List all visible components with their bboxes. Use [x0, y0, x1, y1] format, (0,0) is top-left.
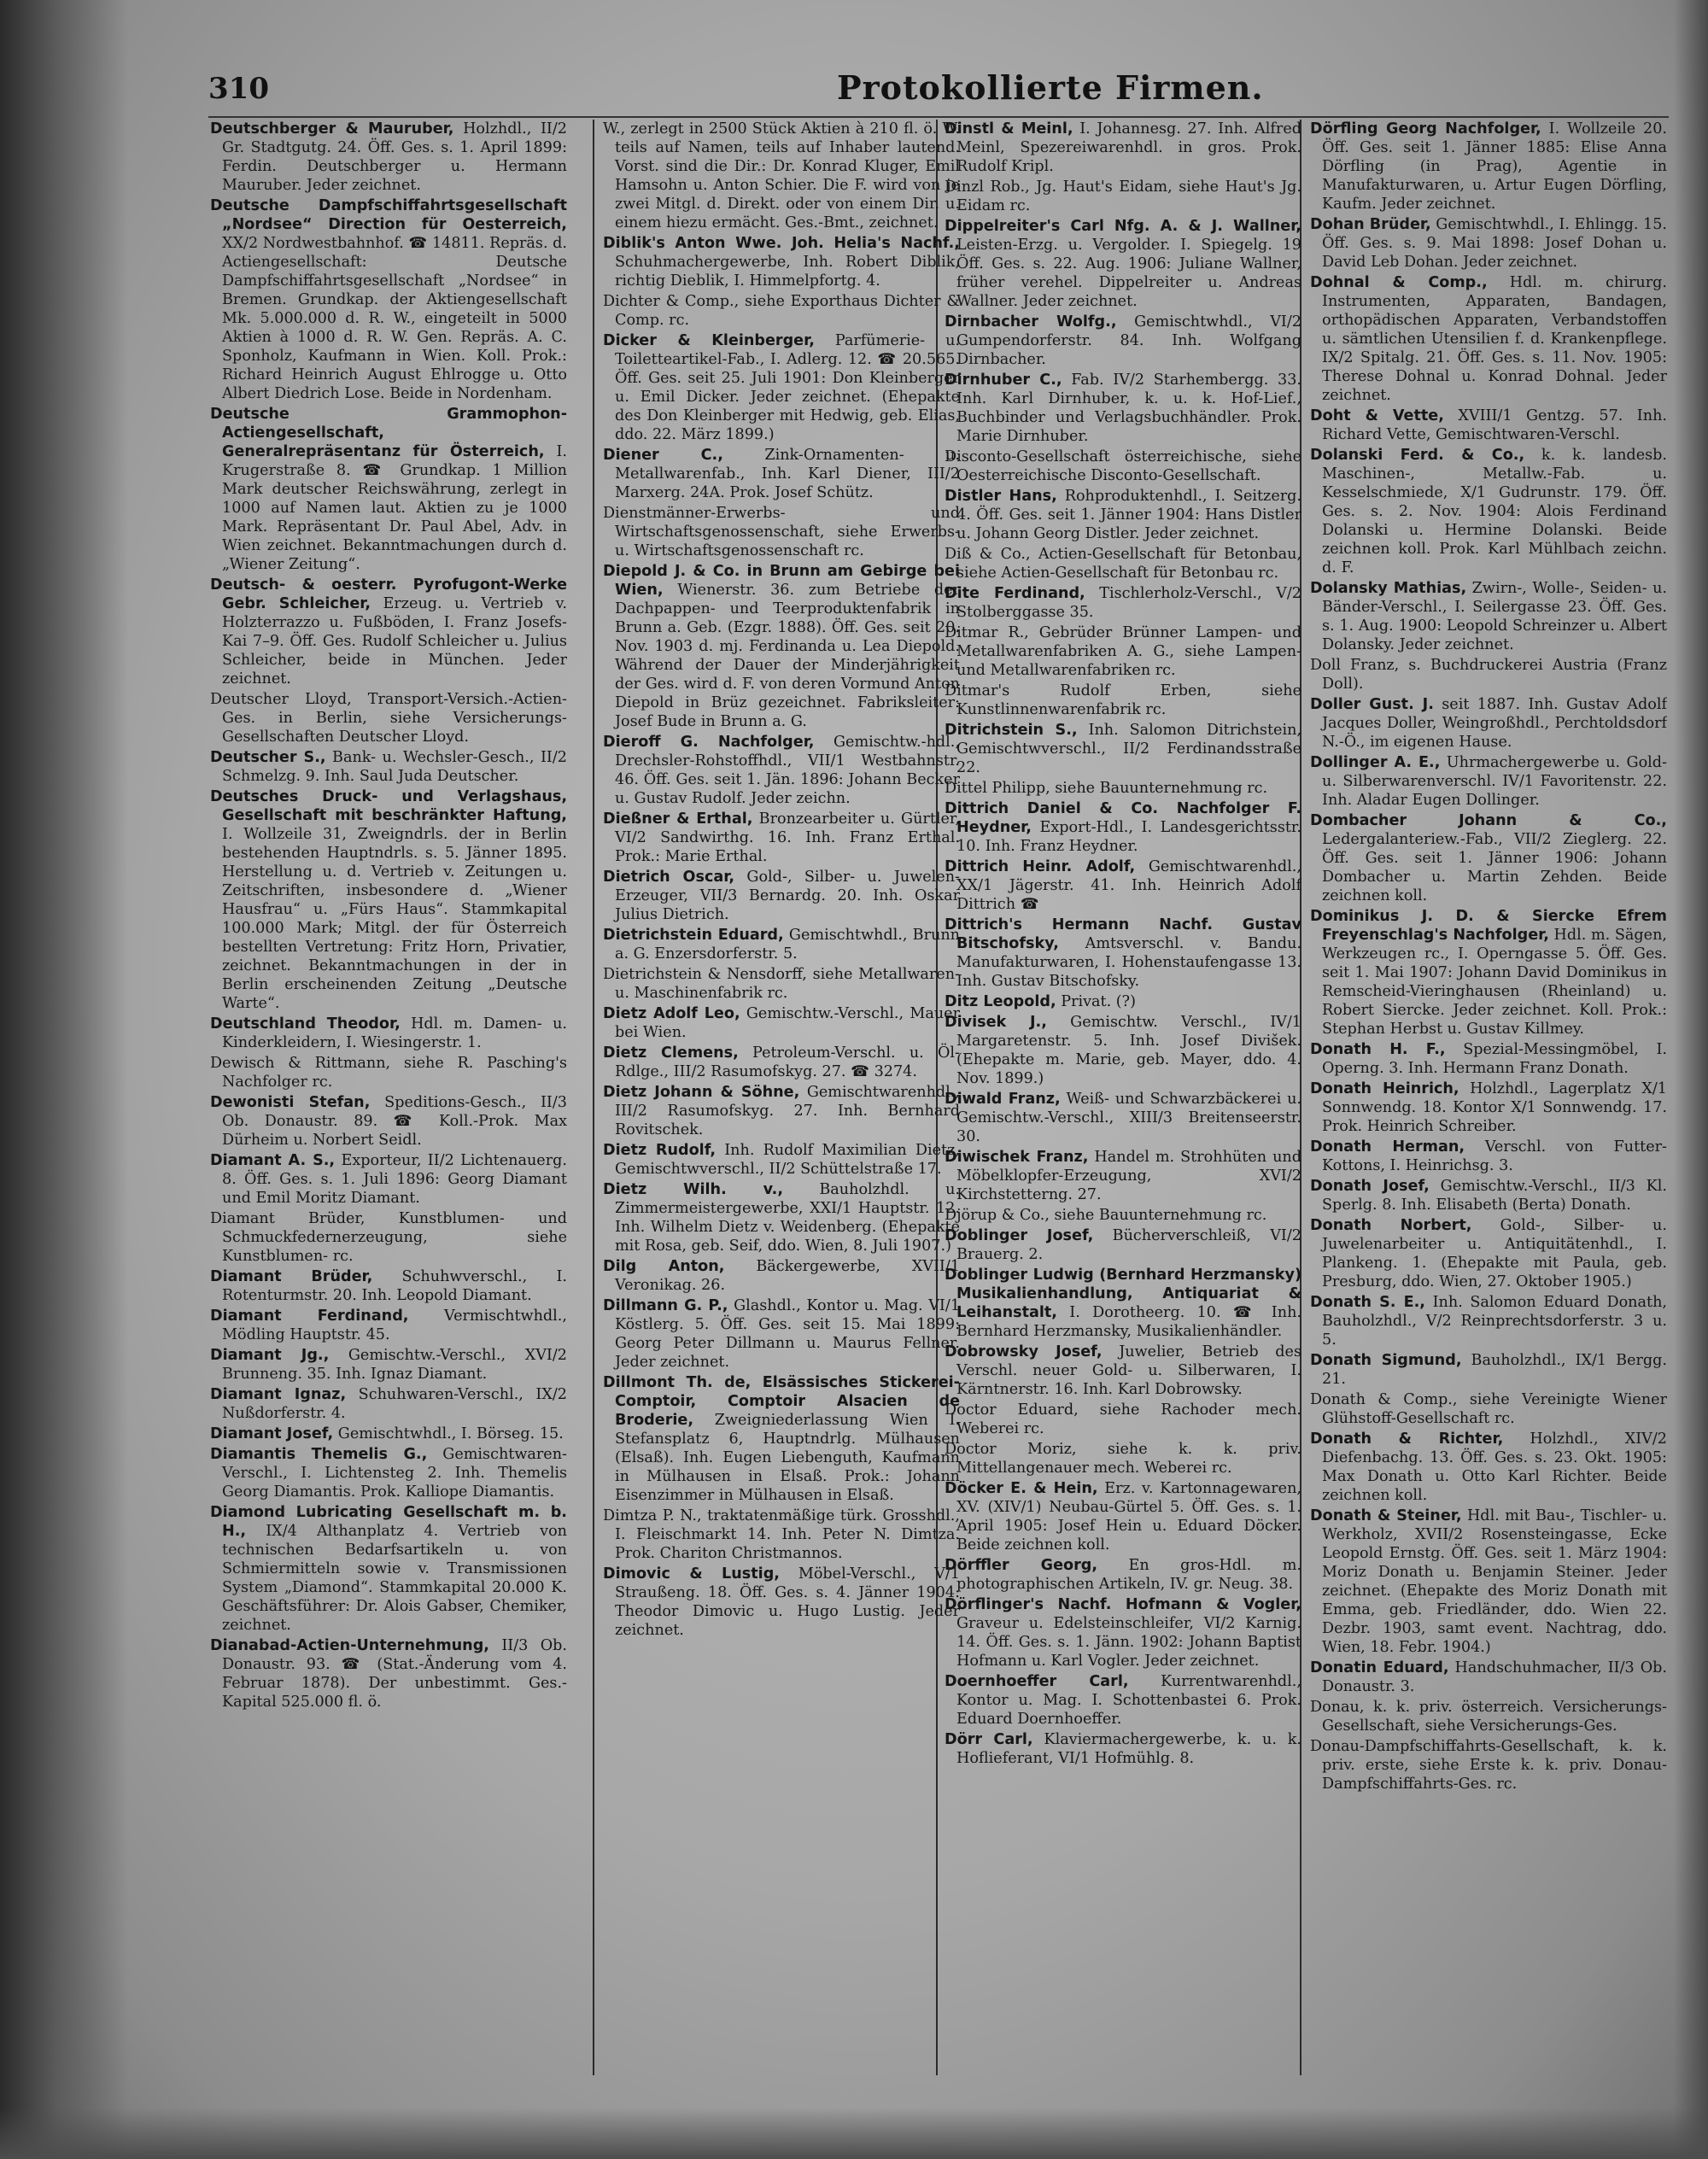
directory-entry — [1310, 1698, 1667, 1735]
entry-text: Graveur u. Edelsteinschleifer, VI/2 Karnig. 14. Öff. Ges. s. 1. Jänn. 1902: Johann Baptist Hofmann u. Karl Vogler. Jeder zeichnet. — [956, 1615, 1301, 1670]
directory-entry — [945, 1401, 1301, 1438]
entry-text: Deutscher Lloyd, Transport-Versich.-Actien-Ges. in Berlin, siehe Versicherungs-Gesellschaften Deutscher Lloyd. — [210, 691, 567, 746]
directory-entry — [210, 1267, 567, 1305]
entry-text: Gemischtwaren-Verschl., I. Lichtensteg 2. Inh. Themelis Georg Diamantis. Prok. Kalliope Diamantis. — [222, 1446, 567, 1501]
entry-text: Gemischtwhdl., I. Ehlingg. 15. Öff. Ges. s. 9. Mai 1898: Josef Dohan u. David Leb Dohan. Jeder zeichnet. — [1322, 216, 1667, 271]
entry-text: Kurrentwarenhdl., Kontor u. Mag. I. Schottenbastei 6. Prok. Eduard Doernhoeffer. — [956, 1673, 1301, 1728]
firm-name: Dominikus J. D. & Siercke Efrem Freyenschlag's Nachfolger, — [1310, 908, 1667, 944]
entry-text: Parfümerie- u. Toiletteartikel-Fab., I. Adlerg. 12. ☎ 20.565. Öff. Ges. seit 25. Juli 1901: Don Kleinberger u. Emil Dicker. Jeder zeichnet. (Ehepakte des Don Kleinberger mit Hedwig, geb. Elias, ddo. 22. März 1899.) — [615, 332, 960, 443]
directory-entry — [1310, 1351, 1667, 1389]
directory-entry — [945, 217, 1301, 311]
directory-entry — [603, 292, 960, 330]
entry-text: IX/4 Althanplatz 4. Vertrieb von technischen Bedarfsartikeln u. von Schmiermitteln sowie v. Transmissionen System „Diamond“. Stammkapital 20.000 K. Geschäftsführer: Dr. Alois Gabser, Chemiker, zeichnet. — [222, 1523, 567, 1634]
entry-text: Zwirn-, Wolle-, Seiden- u. Bänder-Verschl., I. Seilergasse 23. Öff. Ges. s. 1. Aug. 1900: Leopold Schreinzer u. Albert Dolansky. Jeder zeichnet. — [1322, 580, 1667, 653]
firm-name: Dewonisti Stefan, — [210, 1094, 371, 1111]
directory-entry — [945, 1266, 1301, 1341]
entry-text: Dittel Philipp, siehe Bauunternehmung rc. — [945, 780, 1268, 797]
edge-shadow-right — [1674, 0, 1708, 2159]
entry-text: Gold-, Silber- u. Juwelen-Erzeuger, VII/3 Bernardg. 20. Inh. Oskar Julius Dietrich. — [615, 869, 960, 923]
firm-name: Donath & Richter, — [1310, 1431, 1504, 1448]
entry-text: Dienstmänner-Erwerbs- und Wirtschaftsgenossenschaft, siehe Erwerbs- u. Wirtschaftsgenossenschaft rc. — [603, 505, 960, 559]
firm-name: Dippelreiter's Carl Nfg. A. & J. Wallner, — [945, 218, 1301, 235]
directory-entry — [1310, 1430, 1667, 1505]
directory-entry — [210, 1445, 567, 1501]
firm-name: Dietz Adolf Leo, — [603, 1005, 740, 1022]
firm-name: Dirnbacher Wolfg., — [945, 313, 1117, 331]
firm-name: Donath Herman, — [1310, 1138, 1465, 1156]
directory-entry — [1310, 1390, 1667, 1428]
directory-entry — [945, 1479, 1301, 1554]
directory-entry — [1310, 1177, 1667, 1214]
entry-text: I. Dorotheerg. 10. ☎ Inh. Bernhard Herzmansky, Musikalienhändler. — [956, 1304, 1301, 1340]
firm-name: Doblinger Ludwig (Bernhard Herzmansky) Musikalienhandlung, Antiquariat & Leihanstalt, — [945, 1267, 1301, 1321]
firm-name: Dietz Rudolf, — [603, 1142, 717, 1159]
firm-name: Diamant Ferdinand, — [210, 1308, 409, 1325]
entry-text: Dewisch & Rittmann, siehe R. Pasching's Nachfolger rc. — [210, 1055, 567, 1091]
directory-entry — [210, 1209, 567, 1266]
entry-text: Schuhwverschl., I. Rotenturmstr. 20. Inh. Leopold Diamant. — [222, 1268, 567, 1304]
directory-entry — [945, 1556, 1301, 1594]
directory-entry — [945, 992, 1301, 1011]
firm-name: Dietz Wilh. v., — [603, 1181, 784, 1198]
entry-text: Donau-Dampfschiffahrts-Gesellschaft, k. k. priv. erste, siehe Erste k. k. priv. Donau-Dampfschiffahrts-Ges. rc. — [1310, 1738, 1667, 1793]
entry-text: Bank- u. Wechsler-Gesch., II/2 Schmelzg. 9. Inh. Saul Juda Deutscher. — [222, 749, 567, 785]
directory-entry — [603, 120, 960, 232]
page-header — [0, 67, 1708, 118]
directory-entry — [945, 799, 1301, 856]
directory-entry — [210, 1636, 567, 1711]
entry-text: Dietrichstein & Nensdorff, siehe Metallwaren- u. Maschinenfabrik rc. — [603, 966, 960, 1002]
entry-text: Verschl. von Futter-Kottons, I. Heinrichsg. 3. — [1322, 1138, 1667, 1174]
entry-text: Vermischtwhdl., Mödling Hauptstr. 45. — [222, 1308, 567, 1343]
directory-entry — [945, 857, 1301, 914]
entry-text: Bauholzhdl., IX/1 Bergg. 21. — [1322, 1352, 1667, 1388]
directory-entry — [210, 1093, 567, 1150]
entry-text: Doctor Moriz, siehe k. k. priv. Mittellangenauer mech. Weberei rc. — [945, 1441, 1301, 1477]
firm-name: Diwischek Franz, — [945, 1149, 1089, 1166]
entry-text: Juwelier, Betrieb des Verschl. neuer Gold- u. Silberwaren, I. Kärntnerstr. 16. Inh. Karl Dobrowsky. — [956, 1343, 1301, 1398]
directory-entry — [210, 405, 567, 574]
entry-text: Zink-Ornamenten- u. Metallwarenfab., Inh. Karl Diener, III/2 Marxerg. 24A. Prok. Josef Schütz. — [615, 447, 960, 501]
entry-text: Hdl. m. Damen- u. Kinderkleidern, I. Wiesingerstr. 1. — [222, 1015, 567, 1051]
directory-entry — [945, 1343, 1301, 1399]
entry-text: k. k. landesb. Maschinen-, Metallw.-Fab. u. Kesselschmiede, X/1 Gudrunstr. 179. Öff. Ges. s. 2. Nov. 1904: Alois Ferdinand Dolanski u. Hermine Dolanski. Beide zeichnen koll. Prok. Karl Mühlbach zeichn. d. F. — [1322, 447, 1667, 576]
entry-text: Tischlerholz-Verschl., V/2 Stolberggasse 35. — [956, 585, 1301, 621]
directory-entry — [210, 1503, 567, 1635]
entry-text: Gemischtw. Verschl., IV/1 Margaretenstr. 5. Inh. Josef Divišek. (Ehepakte m. Marie, geb. Mayer, ddo. 4. Nov. 1899.) — [956, 1014, 1301, 1087]
entry-text: Djörup & Co., siehe Bauunternehmung rc. — [945, 1207, 1267, 1224]
firm-name: Dittrich Heinr. Adolf, — [945, 858, 1136, 875]
entry-text: En gros-Hdl. m. photographischen Artikeln, IV. gr. Neug. 38. — [956, 1557, 1301, 1593]
directory-entry — [1310, 811, 1667, 905]
entry-text: Gemischtwhdl., Brunn a. G. Enzersdorferstr. 5. — [615, 927, 960, 962]
firm-name: Diblik's Anton Wwe. Joh. Helia's Nachf., — [603, 235, 960, 252]
directory-entry — [1310, 579, 1667, 654]
firm-name: Distler Hans, — [945, 488, 1057, 505]
directory-entry — [1310, 273, 1667, 405]
directory-entry — [945, 545, 1301, 582]
firm-name: Deutschberger & Mauruber, — [210, 120, 454, 137]
entry-text: Doctor Eduard, siehe Rachoder mech. Weberei rc. — [945, 1401, 1301, 1437]
directory-entry — [945, 120, 1301, 176]
firm-name: Dillmont Th. de, Elsässisches Stickerei-Comptoir, Comptoir Alsacien de Broderie, — [603, 1374, 960, 1429]
entry-text: I. Krugerstraße 8. ☎ Grundkap. 1 Million Mark deutscher Reichswährung, zerlegt in 1000 auf Namen laut. Aktien zu je 1000 Mark. Repräsentant Dr. Paul Abel, Adv. in Wien zeichnet. Bekanntmachungen durch d. „Wiener Zeitung“. — [222, 443, 567, 573]
directory-entry — [603, 504, 960, 560]
entry-text: Glashdl., Kontor u. Mag. VI/1 Köstlerg. 5. Öff. Ges. seit 15. Mai 1899: Georg Peter Dillmann u. Maurus Fellner. Jeder zeichnet. — [615, 1297, 960, 1371]
firm-name: Dollinger A. E., — [1310, 754, 1441, 771]
entry-text: Petroleum-Verschl. u. Öl-Rdlge., III/2 Rasumofskyg. 27. ☎ 3274. — [615, 1044, 960, 1080]
directory-entry — [945, 1013, 1301, 1088]
directory-entry — [210, 690, 567, 746]
firm-name: Donath H. F., — [1310, 1041, 1446, 1058]
firm-name: Dittrich Daniel & Co. Nachfolger F. Heydner, — [945, 800, 1301, 836]
entry-text: Gemischtw.-hdl., Drechsler-Rohstoffhdl., VII/1 Westbahnstr. 46. Öff. Ges. seit 1. Jän. 1896: Johann Becker u. Gustav Rudolf. Jeder zeichn. — [615, 734, 960, 807]
directory-entry — [945, 1206, 1301, 1225]
directory-entry — [945, 1672, 1301, 1729]
firm-name: Dolanski Ferd. & Co., — [1310, 447, 1525, 464]
directory-entry — [945, 623, 1301, 680]
directory-entry — [210, 120, 567, 195]
directory-entry — [945, 371, 1301, 446]
entry-text: Amtsverschl. v. Bandu. Manufakturwaren, I. Hohenstaufengasse 13. Inh. Gustav Bitschofsky. — [956, 935, 1301, 990]
directory-entry — [210, 1385, 567, 1423]
firm-name: Diamant Josef, — [210, 1425, 334, 1442]
entry-text: Hdl. mit Bau-, Tischler- u. Werkholz, XVII/2 Rosensteingasse, Ecke Leopold Ernstg. Öff. Ges. seit 1. März 1904: Moriz Donath u. Benjamin Steiner. Jeder zeichnet. (Ehepakte des Moriz Donath mit Emma, geb. Friedländer, ddo. Wien 22. Dezbr. 1903, samt event. Nachtrag, ddo. Wien, 18. Febr. 1904.) — [1322, 1507, 1667, 1656]
directory-entry — [945, 916, 1301, 991]
directory-entry — [1310, 753, 1667, 810]
firm-name: Deutsche Dampfschiffahrtsgesellschaft „Nordsee“ Direction für Oesterreich, — [210, 197, 567, 233]
entry-text: Inh. Salomon Ditrichstein, Gemischtwverschl., II/2 Ferdinandsstraße 22. — [956, 722, 1301, 776]
entry-text: Hdl. m. chirurg. Instrumenten, Apparaten, Bandagen, orthopädischen Apparaten, Verbandstoffen u. sämtlichen Utensilien f. d. Krankenpflege. IX/2 Spitalg. 21. Öff. Ges. s. 11. Nov. 1905: Therese Dohnal u. Konrad Dohnal. Jeder zeichnet. — [1322, 274, 1667, 404]
firm-name: Dittrich's Hermann Nachf. Gustav Bitschofsky, — [945, 916, 1301, 952]
entry-text: Bäckergewerbe, XVII/1 Veronikag. 26. — [615, 1258, 960, 1294]
entry-text: Spezial-Messingmöbel, I. Operng. 3. Inh. Hermann Franz Donath. — [1322, 1041, 1667, 1077]
firm-name: Dilg Anton, — [603, 1258, 725, 1275]
entry-text: Wienerstr. 36. zum Betriebe der Dachpappen- und Teerproduktenfabrik in Brunn a. Geb. (Ezgr. 1888). Öff. Ges. seit 20. Nov. 1903 d. mj. Ferdinanda u. Lea Diepold. Während der Dauer der Minderjährigkeit der Ges. wird d. F. von deren Vormund Anton Diepold in Brüz gezeichnet. Fabriksleiter: Josef Bude in Brunn a. G. — [615, 582, 960, 730]
entry-text: Bücherverschleiß, VI/2 Brauerg. 2. — [956, 1227, 1301, 1263]
firm-name: Dietrich Oscar, — [603, 869, 735, 886]
directory-entry — [945, 682, 1301, 719]
firm-name: Diener C., — [603, 447, 723, 464]
directory-entry — [1310, 1293, 1667, 1349]
page-number: 310 — [208, 72, 269, 106]
entry-text: Klaviermachergewerbe, k. u. k. Hoflieferant, VI/1 Hofmühlg. 8. — [956, 1731, 1301, 1767]
entry-text: XVIII/1 Gentzg. 57. Inh. Richard Vette, Gemischtwaren-Verschl. — [1322, 407, 1667, 443]
firm-name: Dörr Carl, — [945, 1731, 1033, 1748]
directory-entry — [945, 1730, 1301, 1768]
firm-name: Donath Sigmund, — [1310, 1352, 1462, 1369]
directory-entry — [1310, 407, 1667, 444]
entry-text: seit 1887. Inh. Gustav Adolf Jacques Doller, Weingroßhdl., Perchtoldsdorf N.-Ö., im eigenen Hause. — [1322, 696, 1667, 751]
directory-entry — [603, 733, 960, 808]
entry-text: I. Wollzeile 20. Öff. Ges. seit 1. Jänner 1885: Elise Anna Dörfling (in Prag), Agentie in Manufakturwaren, u. Artur Eugen Dörfling, Kaufm. Jeder zeichnet. — [1322, 120, 1667, 213]
entry-text: Gemischtw.-Verschl., XVI/2 Brunneng. 35. Inh. Ignaz Diamant. — [222, 1347, 567, 1383]
firm-name: Deutsch- & oesterr. Pyrofugont-Werke Gebr. Schleicher, — [210, 576, 567, 612]
entry-text: Weiß- und Schwarzbäckerei u. Gemischtw.-Verschl., XIII/3 Breitenseerstr. 30. — [956, 1091, 1301, 1145]
entry-text: Uhrmachergewerbe u. Gold- u. Silberwarenverschl. IV/1 Favoritenstr. 22. Inh. Aladar Eugen Dollinger. — [1322, 754, 1667, 809]
firm-name: Dicker & Kleinberger, — [603, 332, 815, 349]
firm-name: Dirnhuber C., — [945, 372, 1062, 389]
edge-shadow-bottom — [0, 2108, 1708, 2159]
firm-name: Diamant Ignaz, — [210, 1386, 347, 1403]
column-2 — [603, 120, 960, 2084]
directory-entry — [603, 868, 960, 924]
firm-name: Donath Josef, — [1310, 1178, 1430, 1195]
firm-name: Donath Heinrich, — [1310, 1080, 1459, 1097]
firm-name: Dießner & Erthal, — [603, 810, 753, 828]
directory-entry — [210, 1346, 567, 1384]
entry-text: Erzeug. u. Vertrieb v. Holzterrazzo u. Fußböden, I. Franz Josefs-Kai 7–9. Öff. Ges. Rudolf Schleicher u. Julius Schleicher, beide in München. Jeder zeichnet. — [222, 595, 567, 687]
directory-entry — [945, 1595, 1301, 1670]
entry-text: Dinzl Rob., Jg. Haut's Eidam, siehe Haut's Jg. Eidam rc. — [945, 178, 1301, 214]
firm-name: Dietz Johann & Söhne, — [603, 1084, 800, 1101]
directory-entry — [945, 721, 1301, 777]
directory-entry — [1310, 120, 1667, 214]
firm-name: Dietz Clemens, — [603, 1044, 739, 1062]
firm-name: Dörfling Georg Nachfolger, — [1310, 120, 1541, 137]
directory-entry — [603, 331, 960, 444]
entry-text: Gemischtwhdl., I. Börseg. 15. — [333, 1425, 564, 1442]
directory-entry — [945, 448, 1301, 485]
firm-name: Dillmann G. P., — [603, 1297, 728, 1314]
entry-text: W., zerlegt in 2500 Stück Aktien à 210 fl. ö. W. teils auf Namen, teils auf Inhaber lautend. Vorst. sind die Dir.: Dr. Konrad Kluger, Emil Hamsohn u. Anton Schier. Die F. wird von je zwei Mitgl. d. Direkt. oder von einem Dir. u. einem hiezu ermächt. Ges.-Bmt., zeichnet. — [603, 120, 960, 231]
entry-text: Holzhdl., XIV/2 Diefenbachg. 13. Öff. Ges. s. 23. Okt. 1905: Max Donath u. Otto Karl Richter. Beide zeichnen koll. — [1322, 1431, 1667, 1504]
directory-entry — [945, 1148, 1301, 1204]
firm-name: Dinstl & Meinl, — [945, 120, 1073, 137]
directory-entry — [1310, 1659, 1667, 1696]
firm-name: Diamant Jg., — [210, 1347, 330, 1364]
directory-entry — [210, 1425, 567, 1443]
directory-entry — [603, 1296, 960, 1372]
binding-shadow — [0, 0, 128, 2159]
entry-text: Leisten-Erzg. u. Vergolder. I. Spiegelg. 19 Öff. Ges. s. 22. Aug. 1906: Juliane Wallner, früher verehel. Dippelreiter u. Andreas Wallner. Jeder zeichnet. — [956, 237, 1301, 310]
directory-entry — [1310, 215, 1667, 272]
firm-name: Ditz Leopold, — [945, 993, 1056, 1010]
directory-entry — [603, 1083, 960, 1139]
directory-entry — [945, 178, 1301, 215]
entry-text: Holzhdl., II/2 Gr. Stadtgutg. 24. Öff. Ges. s. 1. April 1899: Ferdin. Deutschberger u. Hermann Mauruber. Jeder zeichnet. — [222, 120, 567, 194]
firm-name: Donath & Steiner, — [1310, 1507, 1462, 1524]
firm-name: Dianabad-Actien-Unternehmung, — [210, 1637, 489, 1654]
entry-text: Donau, k. k. priv. österreich. Versicherungs-Gesellschaft, siehe Versicherungs-Ges. — [1310, 1699, 1667, 1735]
directory-entry — [603, 1257, 960, 1295]
firm-name: Döcker E. & Hein, — [945, 1480, 1098, 1497]
directory-entry — [603, 234, 960, 290]
entry-text: Gemischtw.-Verschl., II/3 Kl. Sperlg. 8. Inh. Elisabeth (Berta) Donath. — [1322, 1178, 1667, 1214]
directory-entry — [945, 584, 1301, 622]
entry-text: Gold-, Silber- u. Juwelenarbeiter u. Antiquitätenhdl., I. Plankeng. 1. (Ehepakte mit Paula, geb. Presburg, ddo. Wien, 27. Oktober 1905.) — [1322, 1217, 1667, 1290]
firm-name: Doblinger Josef, — [945, 1227, 1094, 1244]
firm-name: Ditrichstein S., — [945, 722, 1078, 739]
directory-entry — [603, 1373, 960, 1505]
firm-name: Doller Gust. J. — [1310, 696, 1434, 713]
firm-name: Dite Ferdinand, — [945, 585, 1085, 602]
column-1 — [210, 120, 567, 2084]
directory-entry — [945, 487, 1301, 543]
entry-text: Handschuhmacher, II/3 Ob. Donaustr. 3. — [1322, 1659, 1667, 1695]
directory-entry — [1310, 1138, 1667, 1175]
column-4 — [1310, 120, 1667, 2084]
entry-text: Handel m. Strohhüten und Möbelklopfer-Erzeugung, XVI/2 Kirchstetterng. 27. — [956, 1149, 1301, 1203]
entry-text: Exporteur, II/2 Lichtenauerg. 8. Öff. Ges. s. 1. Juli 1896: Georg Diamant und Emil Moritz Diamant. — [222, 1152, 567, 1207]
firm-name: Deutscher S., — [210, 749, 326, 766]
entry-text: Dimtza P. N., traktatenmäßige türk. Grosshdl., I. Fleischmarkt 14. Inh. Peter N. Dimtza. Prok. Chariton Christmannos. — [603, 1507, 960, 1562]
entry-text: Zweigniederlassung Wien I. Stefansplatz 6, Hauptndrlg. Mülhausen (Elsaß). Inh. Eugen Liebenguth, Kaufmann in Mülhausen in Elsaß. Prok.: Johann Eisenzimmer in Mülhausen in Elsaß. — [615, 1412, 960, 1504]
firm-name: Diamant Brüder, — [210, 1268, 373, 1285]
directory-entry — [945, 1090, 1301, 1146]
entry-text: Export-Hdl., I. Landesgerichtsstr. 10. Inh. Franz Heydner. — [956, 819, 1301, 855]
firm-name: Doht & Vette, — [1310, 407, 1444, 424]
entry-text: Speditions-Gesch., II/3 Ob. Donaustr. 89. ☎ Koll.-Prok. Max Dürheim u. Norbert Seidl. — [222, 1094, 567, 1149]
entry-text: Bronzearbeiter u. Gürtler, VI/2 Sandwirthg. 16. Inh. Franz Erthal. Prok.: Marie Erthal. — [615, 810, 960, 865]
directory-entry — [945, 779, 1301, 798]
page-title: Protokollierte Firmen. — [837, 68, 1264, 107]
firm-name: Dohnal & Comp., — [1310, 274, 1488, 291]
entry-text: Möbel-Verschl., V/1 Straußeng. 18. Öff. Ges. s. 4. Jänner 1904: Theodor Dimovic u. Hugo Lustig. Jeder zeichnet. — [615, 1565, 960, 1639]
entry-text: Rohproduktenhdl., I. Seitzerg. 4. Öff. Ges. seit 1. Jänner 1904: Hans Distler u. Johann Georg Distler. Jeder zeichnet. — [956, 488, 1301, 542]
firm-name: Deutschland Theodor, — [210, 1015, 401, 1033]
directory-entry — [1310, 695, 1667, 752]
entry-text: I. Johannesg. 27. Inh. Alfred Meinl, Spezereiwarenhdl. in gros. Prok. Rudolf Kripl. — [956, 120, 1301, 175]
entry-text: Ditmar R., Gebrüder Brünner Lampen- und Metallwarenfabriken A. G., siehe Lampen- und Metallwarenfabriken rc. — [945, 624, 1301, 679]
entry-text: Gemischtwhdl., VI/2 Gumpendorferstr. 84. Inh. Wolfgang Dirnbacher. — [956, 313, 1301, 368]
entry-text: Dichter & Comp., siehe Exporthaus Dichter & Comp. rc. — [603, 293, 960, 329]
directory-entry — [210, 196, 567, 403]
directory-entry — [1310, 1507, 1667, 1657]
entry-text: XX/2 Nordwestbahnhof. ☎ 14811. Repräs. d. Actiengesellschaft: Deutsche Dampfschiffahrtsgesellschaft „Nordsee“ in Bremen. Grundkap. der Aktiengesellschaft Mk. 5.000.000 d. R. W., eingeteilt in 5000 Aktien à 1000 d. R. W. Gen. Repräs. A. C. Sponholz, Kaufmann in Wien. Koll. Prok.: Richard Heinrich August Ehlrogge u. Otto Albert Diedrich Lose. Beide in Nordenham. — [222, 235, 567, 402]
directory-entry — [603, 965, 960, 1003]
directory-entry — [1310, 1737, 1667, 1793]
firm-name: Donatin Eduard, — [1310, 1659, 1449, 1676]
directory-entry — [1310, 1216, 1667, 1291]
firm-name: Divisek J., — [945, 1014, 1047, 1031]
directory-entry — [210, 1151, 567, 1208]
entry-text: Disconto-Gesellschaft österreichische, siehe Oesterreichische Disconto-Gesellschaft. — [945, 448, 1301, 484]
directory-entry — [603, 810, 960, 866]
directory-entry — [1310, 446, 1667, 577]
firm-name: Dombacher Johann & Co., — [1310, 812, 1667, 829]
directory-entry — [1310, 656, 1667, 693]
firm-name: Deutsche Grammophon-Actiengesellschaft, Generalrepräsentanz für Österreich, — [210, 406, 567, 460]
firm-name: Dörffler Georg, — [945, 1557, 1098, 1574]
directory-entry — [603, 446, 960, 502]
entry-text: Erz. v. Kartonnagewaren, XV. (XIV/1) Neubau-Gürtel 5. Öff. Ges. s. 1. April 1905: Josef Hein u. Eduard Döcker. Beide zeichnen koll. — [956, 1480, 1301, 1553]
firm-name: Dörflinger's Nachf. Hofmann & Vogler, — [945, 1596, 1301, 1613]
entry-text: Holzhdl., Lagerplatz X/1 Sonnwendg. 18. Kontor X/1 Sonnwendg. 17. Prok. Heinrich Schreiber. — [1322, 1080, 1667, 1135]
firm-name: Dolansky Mathias, — [1310, 580, 1467, 597]
directory-entry — [603, 1044, 960, 1081]
firm-name: Deutsches Druck- und Verlagshaus, Gesellschaft mit beschränkter Haftung, — [210, 788, 567, 824]
directory-entry — [210, 1015, 567, 1052]
entry-text: Schuhwaren-Verschl., IX/2 Nußdorferstr. 4. — [222, 1386, 567, 1422]
firm-name: Diepold J. & Co. in Brunn am Gebirge bei Wien, — [603, 563, 960, 599]
directory-entry — [1310, 907, 1667, 1039]
entry-text: Privat. (?) — [1056, 993, 1136, 1010]
firm-name: Diamant A. S., — [210, 1152, 336, 1169]
firm-name: Dobrowsky Josef, — [945, 1343, 1103, 1360]
firm-name: Donath Norbert, — [1310, 1217, 1472, 1234]
entry-text: II/3 Ob. Donaustr. 93. ☎ (Stat.-Änderung vom 4. Februar 1878). Der unbestimmt. Ges.-Kapital 525.000 fl. ö. — [222, 1637, 567, 1711]
entry-text: Bauholzhdl. u. Zimmermeistergewerbe, XXI/1 Hauptstr. 12. Inh. Wilhelm Dietz v. Weidenberg. (Ehepakte mit Rosa, geb. Seif, ddo. Wien, 8. Juli 1907.) — [615, 1181, 960, 1255]
entry-text: Hdl. m. Sägen, Werkzeugen rc., I. Operngasse 5. Öff. Ges. seit 1. Mai 1907: Johann David Dominikus in Remscheid-Vieringhausen (Rheinland) u. Robert Siercke. Jeder zeichnet. Koll. Prok.: Stephan Herbst u. Gustav Killmey. — [1322, 927, 1667, 1038]
entry-text: Ditmar's Rudolf Erben, siehe Kunstlinnenwarenfabrik rc. — [945, 682, 1301, 718]
directory-entry — [945, 313, 1301, 369]
directory-entry — [603, 1004, 960, 1042]
entry-text: Donath & Comp., siehe Vereinigte Wiener Glühstoff-Gesellschaft rc. — [1310, 1391, 1667, 1427]
firm-name: Diwald Franz, — [945, 1091, 1061, 1108]
directory-entry — [603, 1507, 960, 1563]
entry-text: Diß & Co., Actien-Gesellschaft für Betonbau, siehe Actien-Gesellschaft für Betonbau rc. — [945, 546, 1301, 582]
directory-entry — [210, 1054, 567, 1091]
firm-name: Dietrichstein Eduard, — [603, 927, 784, 944]
directory-entry — [603, 1141, 960, 1179]
entry-text: Ledergalanteriew.-Fab., VII/2 Zieglerg. 22. Öff. Ges. seit 1. Jänner 1906: Johann Dombacher u. Martin Zehden. Beide zeichnen koll. — [1322, 831, 1667, 904]
firm-name: Dohan Brüder, — [1310, 216, 1431, 233]
firm-name: Dimovic & Lustig, — [603, 1565, 780, 1583]
directory-entry — [1310, 1040, 1667, 1078]
entry-text: Gemischtw.-Verschl., Mauer bei Wien. — [615, 1005, 960, 1041]
directory-entry — [210, 576, 567, 688]
entry-text: Inh. Rudolf Maximilian Dietz, Gemischtwverschl., II/2 Schüttelstraße 17. — [615, 1142, 960, 1178]
directory-entry — [603, 926, 960, 963]
entry-text: I. Wollzeile 31, Zweigndrls. der in Berlin bestehenden Hauptndrls. s. 5. Jänner 1895. Herstellung u. d. Vertrieb v. Zeitungen u. Zeitschriften, insbesondere d. „Wiener Hausfrau“ u. „Fürs Haus“. Stammkapital 100.000 Mark; Mitgl. der für Österreich bestellten Vertretung: Fritz Horn, Privatier, zeichnet. Bekanntmachungen in der in Berlin erscheinenden Zeitung „Deutsche Warte“. — [222, 826, 567, 1012]
directory-entry — [603, 1565, 960, 1640]
column-divider — [593, 120, 594, 2075]
entry-text: Inh. Salomon Eduard Donath, Bauholzhdl., V/2 Reinprechtsdorferstr. 3 u. 5. — [1322, 1294, 1667, 1349]
directory-entry — [1310, 1080, 1667, 1136]
firm-name: Diamond Lubricating Gesellschaft m. b. H., — [210, 1504, 567, 1540]
firm-name: Doernhoeffer Carl, — [945, 1673, 1129, 1690]
firm-name: Diamantis Themelis G., — [210, 1446, 428, 1463]
directory-entry — [210, 1307, 567, 1344]
entry-text: Gemischtwarenhdl., III/2 Rasumofskyg. 27. Inh. Bernhard Rovitschek. — [615, 1084, 960, 1138]
entry-text: Gemischtwarenhdl., XX/1 Jägerstr. 41. Inh. Heinrich Adolf Dittrich ☎ — [956, 858, 1301, 913]
entry-text: Doll Franz, s. Buchdruckerei Austria (Franz Doll). — [1310, 657, 1667, 693]
directory-entry — [945, 1226, 1301, 1264]
header-rule — [208, 116, 1669, 118]
entry-text: Schuhmachergewerbe, Inh. Robert Diblik, richtig Dieblik, I. Himmelpfortg. 4. — [615, 254, 960, 290]
firm-name: Dieroff G. Nachfolger, — [603, 734, 815, 751]
column-3 — [945, 120, 1301, 2084]
entry-text: Fab. IV/2 Starhembergg. 33. Inh. Karl Dirnhuber, k. u. k. Hof-Lief., Buchbinder und Verlagsbuchhändler. Prok. Marie Dirnhuber. — [956, 372, 1301, 445]
directory-entry — [603, 1180, 960, 1255]
firm-name: Donath S. E., — [1310, 1294, 1425, 1311]
directory-entry — [945, 1440, 1301, 1477]
directory-entry — [603, 562, 960, 731]
directory-entry — [210, 748, 567, 786]
entry-text: Diamant Brüder, Kunstblumen- und Schmuckfedernerzeugung, siehe Kunstblumen- rc. — [210, 1210, 567, 1265]
directory-entry — [210, 787, 567, 1013]
